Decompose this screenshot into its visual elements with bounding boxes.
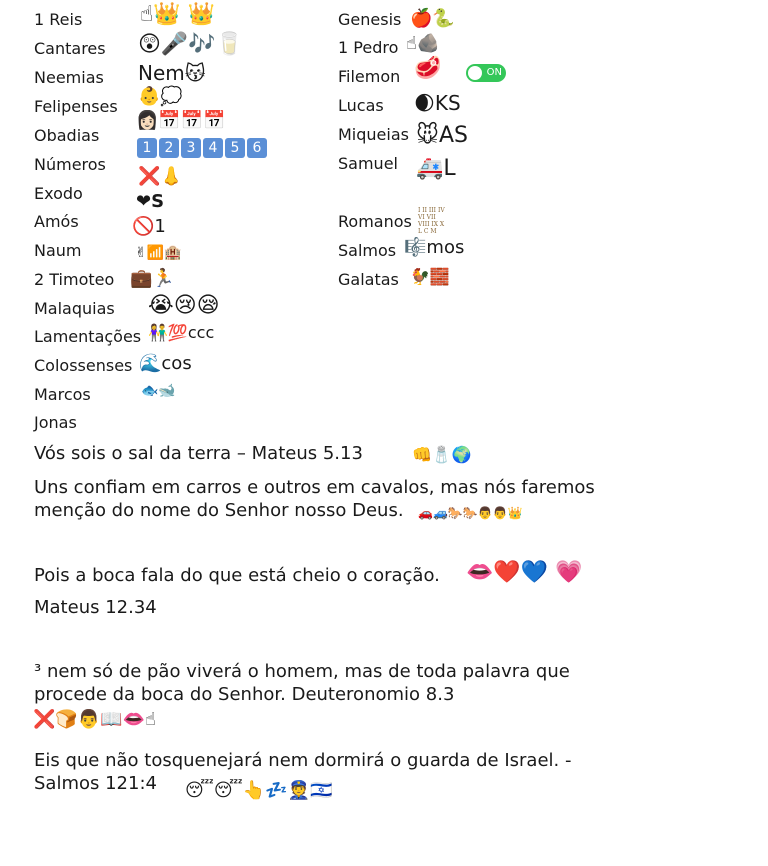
book-label: Miqueias <box>338 125 409 144</box>
book-label: Exodo <box>34 184 83 203</box>
emoji-clue: 👶💭 <box>138 86 183 107</box>
number-keys <box>137 137 269 158</box>
verse-emoji: ❌🍞👨📖👄☝ <box>33 709 157 730</box>
emoji-clue: Nem😽 <box>138 61 206 85</box>
verse-text: ³ nem só de pão viverá o homem, mas de toda palavra que <box>34 661 570 682</box>
book-label: 1 Reis <box>34 10 83 29</box>
emoji-clue: 💼🏃 <box>130 268 175 289</box>
key-6: 6 <box>247 138 267 158</box>
emoji-clue: 🐭AS <box>416 123 468 148</box>
verse-text: Eis que não tosquenejará nem dormirá o guarda de Israel. - <box>34 750 572 771</box>
emoji-clue: 🎼mos <box>404 237 465 258</box>
book-label: Malaquias <box>34 299 115 318</box>
key-1: 1 <box>137 138 157 158</box>
emoji-clue: 😲🎤🎶🥛 <box>138 32 244 57</box>
emoji-clue: ✌📶🏨 <box>135 245 182 261</box>
key-4: 4 <box>203 138 223 158</box>
emoji-clue: ☝🪨 <box>406 33 440 54</box>
book-label: Amós <box>34 212 79 231</box>
emoji-clue: ❤S <box>136 191 165 212</box>
emoji-clue: 🌒KS <box>414 91 461 115</box>
emoji-clue: 🥩 <box>414 56 442 81</box>
book-label: Lucas <box>338 96 384 115</box>
book-label: Romanos <box>338 212 412 231</box>
verse-reference: Mateus 12.34 <box>34 597 157 618</box>
key-2: 2 <box>159 138 179 158</box>
verse-text: Vós sois o sal da terra – Mateus 5.13 <box>34 443 363 464</box>
key-3: 3 <box>181 138 201 158</box>
roman-numerals-icon: I II III IV VI VII VIII IX X L C M <box>418 207 445 235</box>
book-label: Números <box>34 155 106 174</box>
key-5: 5 <box>225 138 245 158</box>
verse-text: Pois a boca fala do que está cheio o coração. <box>34 565 440 586</box>
emoji-clue: 🚑L <box>416 156 456 181</box>
book-label: Genesis <box>338 10 402 29</box>
book-label: Galatas <box>338 270 399 289</box>
verse-text-line2: menção do nome do Senhor nosso Deus. <box>34 500 404 521</box>
book-label: Jonas <box>34 413 77 432</box>
emoji-clue: ❌👃 <box>138 166 183 187</box>
book-label: Salmos <box>338 241 397 260</box>
emoji-clue: 🍎🐍 <box>410 8 455 29</box>
book-label: Samuel <box>338 154 398 173</box>
emoji-clue: 👩🏻📅📅📅 <box>136 110 226 131</box>
book-label: Colossenses <box>34 356 133 375</box>
book-label: 2 Timoteo <box>34 270 115 289</box>
verse-emoji: 👄❤️💙 💗 <box>466 560 583 585</box>
book-label: Lamentações <box>34 327 142 346</box>
book-label: Marcos <box>34 385 91 404</box>
verse-text-line2: procede da boca do Senhor. Deuteronomio 8.3 <box>34 684 455 705</box>
on-toggle-icon <box>466 62 506 82</box>
verse-text: Uns confiam em carros e outros em cavalos, mas nós faremos <box>34 477 595 498</box>
emoji-clue: 🐓🧱 <box>410 267 450 286</box>
toggle-pill: ON <box>466 64 506 82</box>
emoji-clue: ☝👑 👑 <box>140 2 216 27</box>
book-label: Neemias <box>34 68 104 87</box>
book-label: Naum <box>34 241 82 260</box>
book-label: Cantares <box>34 39 106 58</box>
verse-emoji: 🚗🚙🐎🐎👨👨👑 <box>418 506 523 520</box>
emoji-clue: 🚫1 <box>132 216 166 237</box>
verse-text-line2: Salmos 121:4 <box>34 773 157 794</box>
verse-emoji: 👊🧂🌍 <box>412 445 472 464</box>
emoji-clue: 👫💯ccc <box>148 323 215 342</box>
book-label: Felipenses <box>34 97 118 116</box>
emoji-clue: 🐟🐋 <box>141 383 176 399</box>
book-label: Obadias <box>34 126 100 145</box>
book-label: Filemon <box>338 67 401 86</box>
emoji-clue: 🌊cos <box>139 353 192 374</box>
emoji-clue: 😭😢😪 <box>148 293 220 318</box>
verse-emoji: 😴😴👆💤👮🇮🇱 <box>185 780 333 801</box>
book-label: 1 Pedro <box>338 38 399 57</box>
